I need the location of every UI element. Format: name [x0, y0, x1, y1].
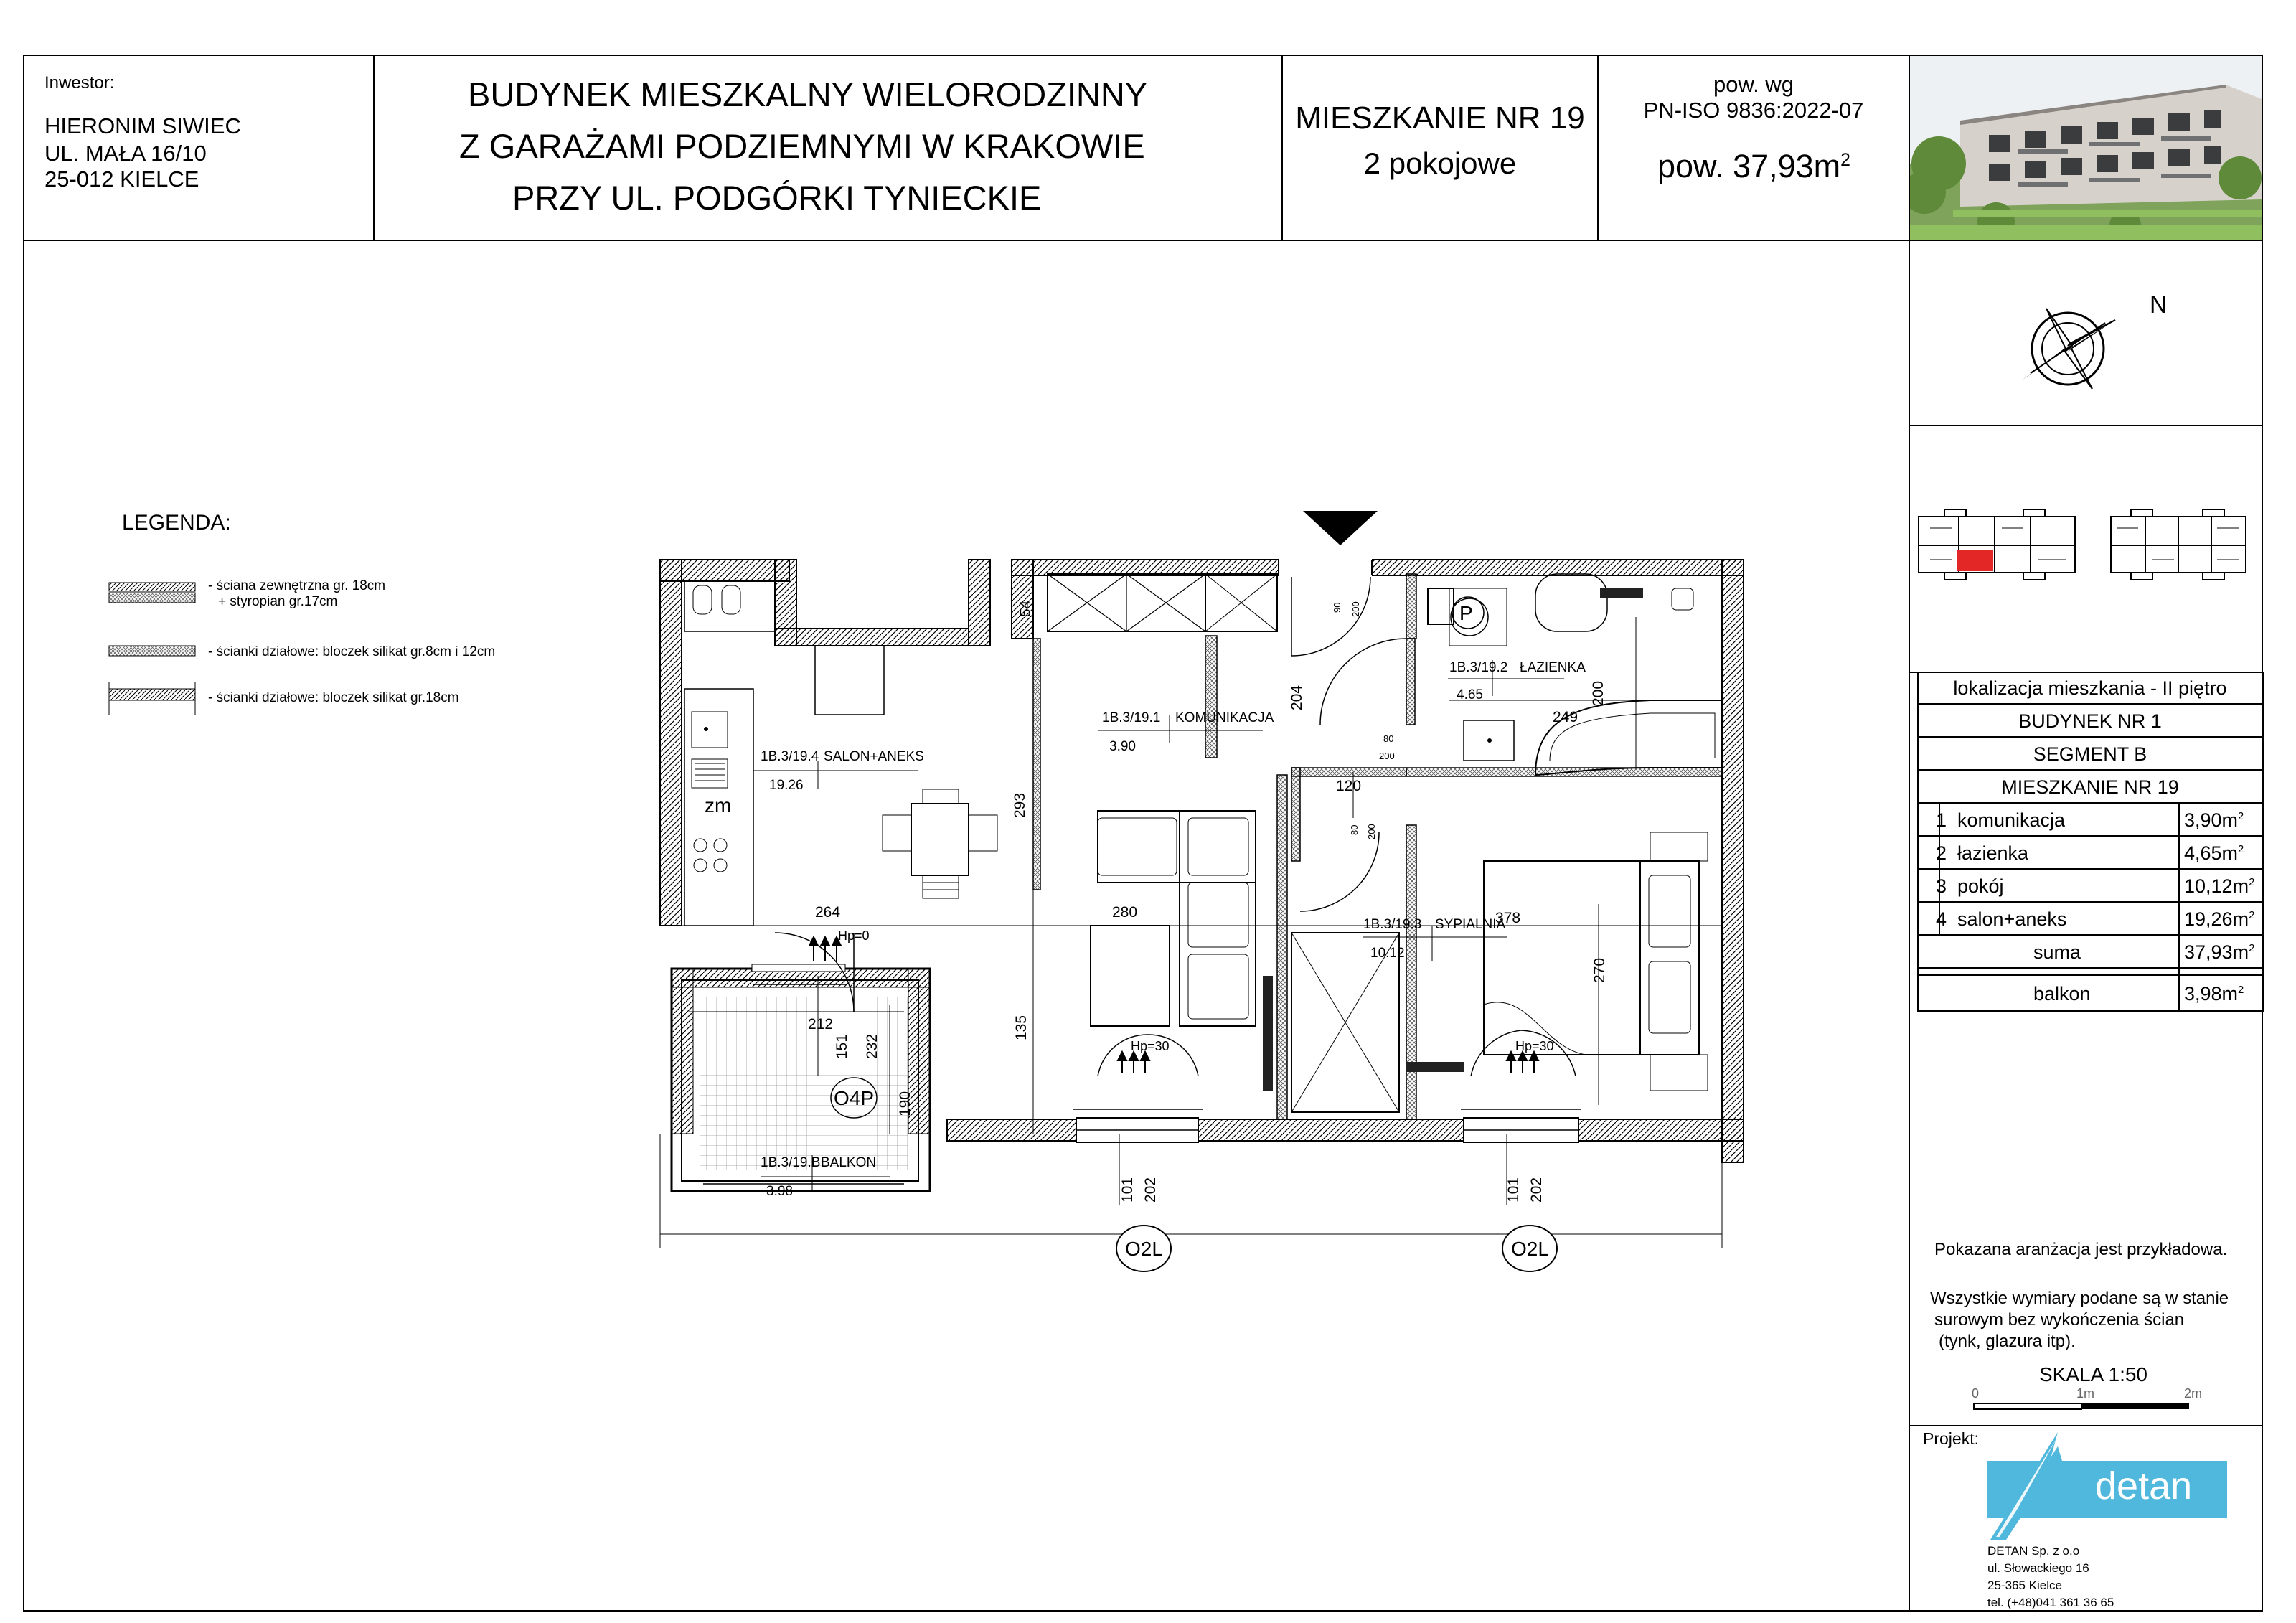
area-norm-line2: PN-ISO 9836:2022-07: [1643, 98, 1864, 123]
room-area-lazienka: 4.65: [1457, 687, 1483, 702]
dim-120: 120: [1336, 778, 1362, 794]
room-code-balkon: 1B.3/19.B: [761, 1155, 821, 1170]
apartment-rooms: 2 pokojowe: [1363, 146, 1517, 180]
compass-north-label: N: [2150, 291, 2168, 319]
dim-232: 232: [864, 1033, 880, 1059]
legend-item-exterior-wall: - ściana zewnętrzna gr. 18cm: [208, 578, 386, 593]
dim-135: 135: [1013, 1015, 1030, 1040]
room-name-balkon: BALKON: [821, 1155, 877, 1170]
room-code-komunikacja: 1B.3/19.1: [1102, 710, 1161, 725]
legend-item-partition-thin: - ścianki działowe: bloczek silikat gr.8cm i 12cm: [208, 644, 496, 659]
legend-title: LEGENDA:: [122, 511, 231, 535]
dim-200-bed: 200: [1366, 824, 1377, 839]
dim-202a: 202: [1142, 1177, 1159, 1203]
room-area-komunikacja: 3.90: [1109, 739, 1136, 754]
zm-label: zm: [705, 794, 732, 817]
dim-54: 54: [1017, 600, 1034, 617]
room-name-salon: SALON+ANEKS: [824, 749, 924, 764]
room-name-lazienka: ŁAZIENKA: [1520, 660, 1586, 675]
location-row: lokalizacja mieszkania - II piętro: [1917, 672, 2263, 705]
scale-bar: [1973, 1401, 2198, 1412]
note-dimensions-line3: (tynk, glazura itp).: [1939, 1332, 2076, 1351]
compass-rose-icon: [2016, 294, 2124, 402]
window-tag-o4p: O4P: [834, 1087, 875, 1109]
room-name-sypialnia: SYPIALNIA: [1435, 917, 1506, 932]
area-norm-line1: pow. wg: [1713, 72, 1794, 97]
dim-202b: 202: [1528, 1177, 1545, 1203]
dim-101b: 101: [1505, 1177, 1522, 1203]
table-border: [2263, 672, 2264, 1012]
dim-293: 293: [1012, 792, 1028, 818]
scale-tick-2: 2m: [2184, 1386, 2203, 1401]
hp30-label-bedroom: Hp=30: [1515, 1039, 1554, 1053]
hp30-label-living: Hp=30: [1131, 1039, 1170, 1053]
legend-item-exterior-insulation: + styropian gr.17cm: [218, 594, 338, 609]
investor-name: HIERONIM SIWIEC: [44, 113, 241, 138]
dim-151: 151: [834, 1033, 850, 1059]
dim-264: 264: [815, 904, 841, 921]
building-render-image: [1910, 56, 2262, 240]
dim-212: 212: [808, 1016, 834, 1032]
table-border: [1917, 974, 2263, 976]
legend-item-partition-thick: - ścianki działowe: bloczek silikat gr.18cm: [208, 690, 459, 705]
dim-280: 280: [1112, 904, 1138, 921]
scale-tick-1: 1m: [2076, 1386, 2095, 1401]
entrance-arrow-icon: [1303, 511, 1378, 545]
header-col-divider: [373, 55, 375, 240]
dim-190: 190: [897, 1091, 913, 1116]
dim-101a: 101: [1119, 1177, 1136, 1203]
note-dimensions-line2: surowym bez wykończenia ścian: [1934, 1310, 2185, 1330]
room-code-salon: 1B.3/19.4: [761, 749, 819, 764]
project-label: Projekt:: [1923, 1429, 1979, 1448]
company-phone: tel. (+48)041 361 36 65: [1987, 1596, 2114, 1609]
segment-row: SEGMENT B: [1917, 738, 2263, 771]
table-col-divider: [1939, 804, 1940, 936]
window-tag-o2l-living: O2L: [1125, 1238, 1163, 1260]
sidebar-divider: [1909, 55, 1910, 1612]
room-row: 2 łazienka $4,65m^2$: [1917, 837, 2263, 870]
header-divider: [23, 240, 2263, 241]
building-title-line1: BUDYNEK MIESZKALNY WIELORODZINNY: [468, 75, 1148, 113]
room-area-sypialnia: 10.12: [1370, 946, 1405, 961]
legend-swatches: [108, 574, 201, 718]
scale-tick-0: 0: [1972, 1386, 1980, 1401]
dim-249: 249: [1553, 709, 1578, 725]
floor-plan: [646, 502, 1751, 1292]
scale-title: SKALA 1:50: [2039, 1363, 2148, 1386]
dim-270: 270: [1591, 957, 1608, 983]
table-col-divider: [2178, 804, 2180, 1012]
room-area-salon: 19.26: [769, 778, 804, 793]
investor-city: 25-012 KIELCE: [44, 166, 199, 192]
company-city: 25-365 Kielce: [1987, 1579, 2062, 1592]
dim-200-bath: 200: [1379, 751, 1395, 761]
building-title-line2: Z GARAŻAMI PODZIEMNYMI W KRAKOWIE: [459, 127, 1145, 165]
room-code-lazienka: 1B.3/19.2: [1449, 660, 1508, 675]
dim-200: 200: [1590, 680, 1606, 706]
sidebar-divider: [1909, 425, 2263, 426]
investor-street: UL. MAŁA 16/10: [44, 141, 207, 166]
sum-row: suma $37,93m^2$: [1917, 936, 2263, 969]
company-street: ul. Słowackiego 16: [1987, 1561, 2089, 1575]
room-area-balkon: 3.98: [766, 1184, 793, 1199]
dim-200-door: 200: [1350, 601, 1361, 617]
room-code-sypialnia: 1B.3/19.3: [1363, 917, 1422, 932]
apartment-title: MIESZKANIE NR 19: [1295, 100, 1585, 136]
dim-204: 204: [1289, 685, 1305, 710]
room-row: 3 pokój $10,12m^2$: [1917, 870, 2263, 903]
dim-378: 378: [1495, 910, 1521, 926]
apartment-row: MIESZKANIE NR 19: [1917, 771, 2263, 804]
room-row: 1 komunikacja $3,90m^2$: [1917, 804, 2263, 837]
investor-label: Inwestor:: [44, 73, 115, 93]
area-value: pow. $37,93m^2$: [1657, 148, 1850, 184]
sidebar-divider: [1909, 1425, 2263, 1426]
logo-text: detan: [2095, 1464, 2193, 1507]
dim-80-bed: 80: [1349, 824, 1360, 835]
note-dimensions-line1: Wszystkie wymiary podane są w stanie: [1930, 1289, 2229, 1308]
room-row: 4 salon+aneks $19,26m^2$: [1917, 903, 2263, 936]
building-row: BUDYNEK NR 1: [1917, 705, 2263, 738]
balcony-row: balkon $3,98m^2$: [1917, 977, 2263, 1012]
building-title-line3: PRZY UL. PODGÓRKI TYNIECKIE: [512, 179, 1042, 217]
window-tag-o2l-bedroom: O2L: [1511, 1238, 1549, 1260]
company-name: DETAN Sp. z o.o: [1987, 1544, 2080, 1558]
key-plan-map: [1916, 507, 2260, 585]
shaft-p-label: P: [1459, 602, 1473, 624]
dim-80-bath: 80: [1383, 733, 1394, 744]
hp0-label: Hp=0: [838, 928, 870, 943]
note-arrangement: Pokazana aranżacja jest przykładowa.: [1934, 1240, 2228, 1259]
dim-90: 90: [1332, 602, 1342, 613]
room-name-komunikacja: KOMUNIKACJA: [1175, 710, 1274, 725]
